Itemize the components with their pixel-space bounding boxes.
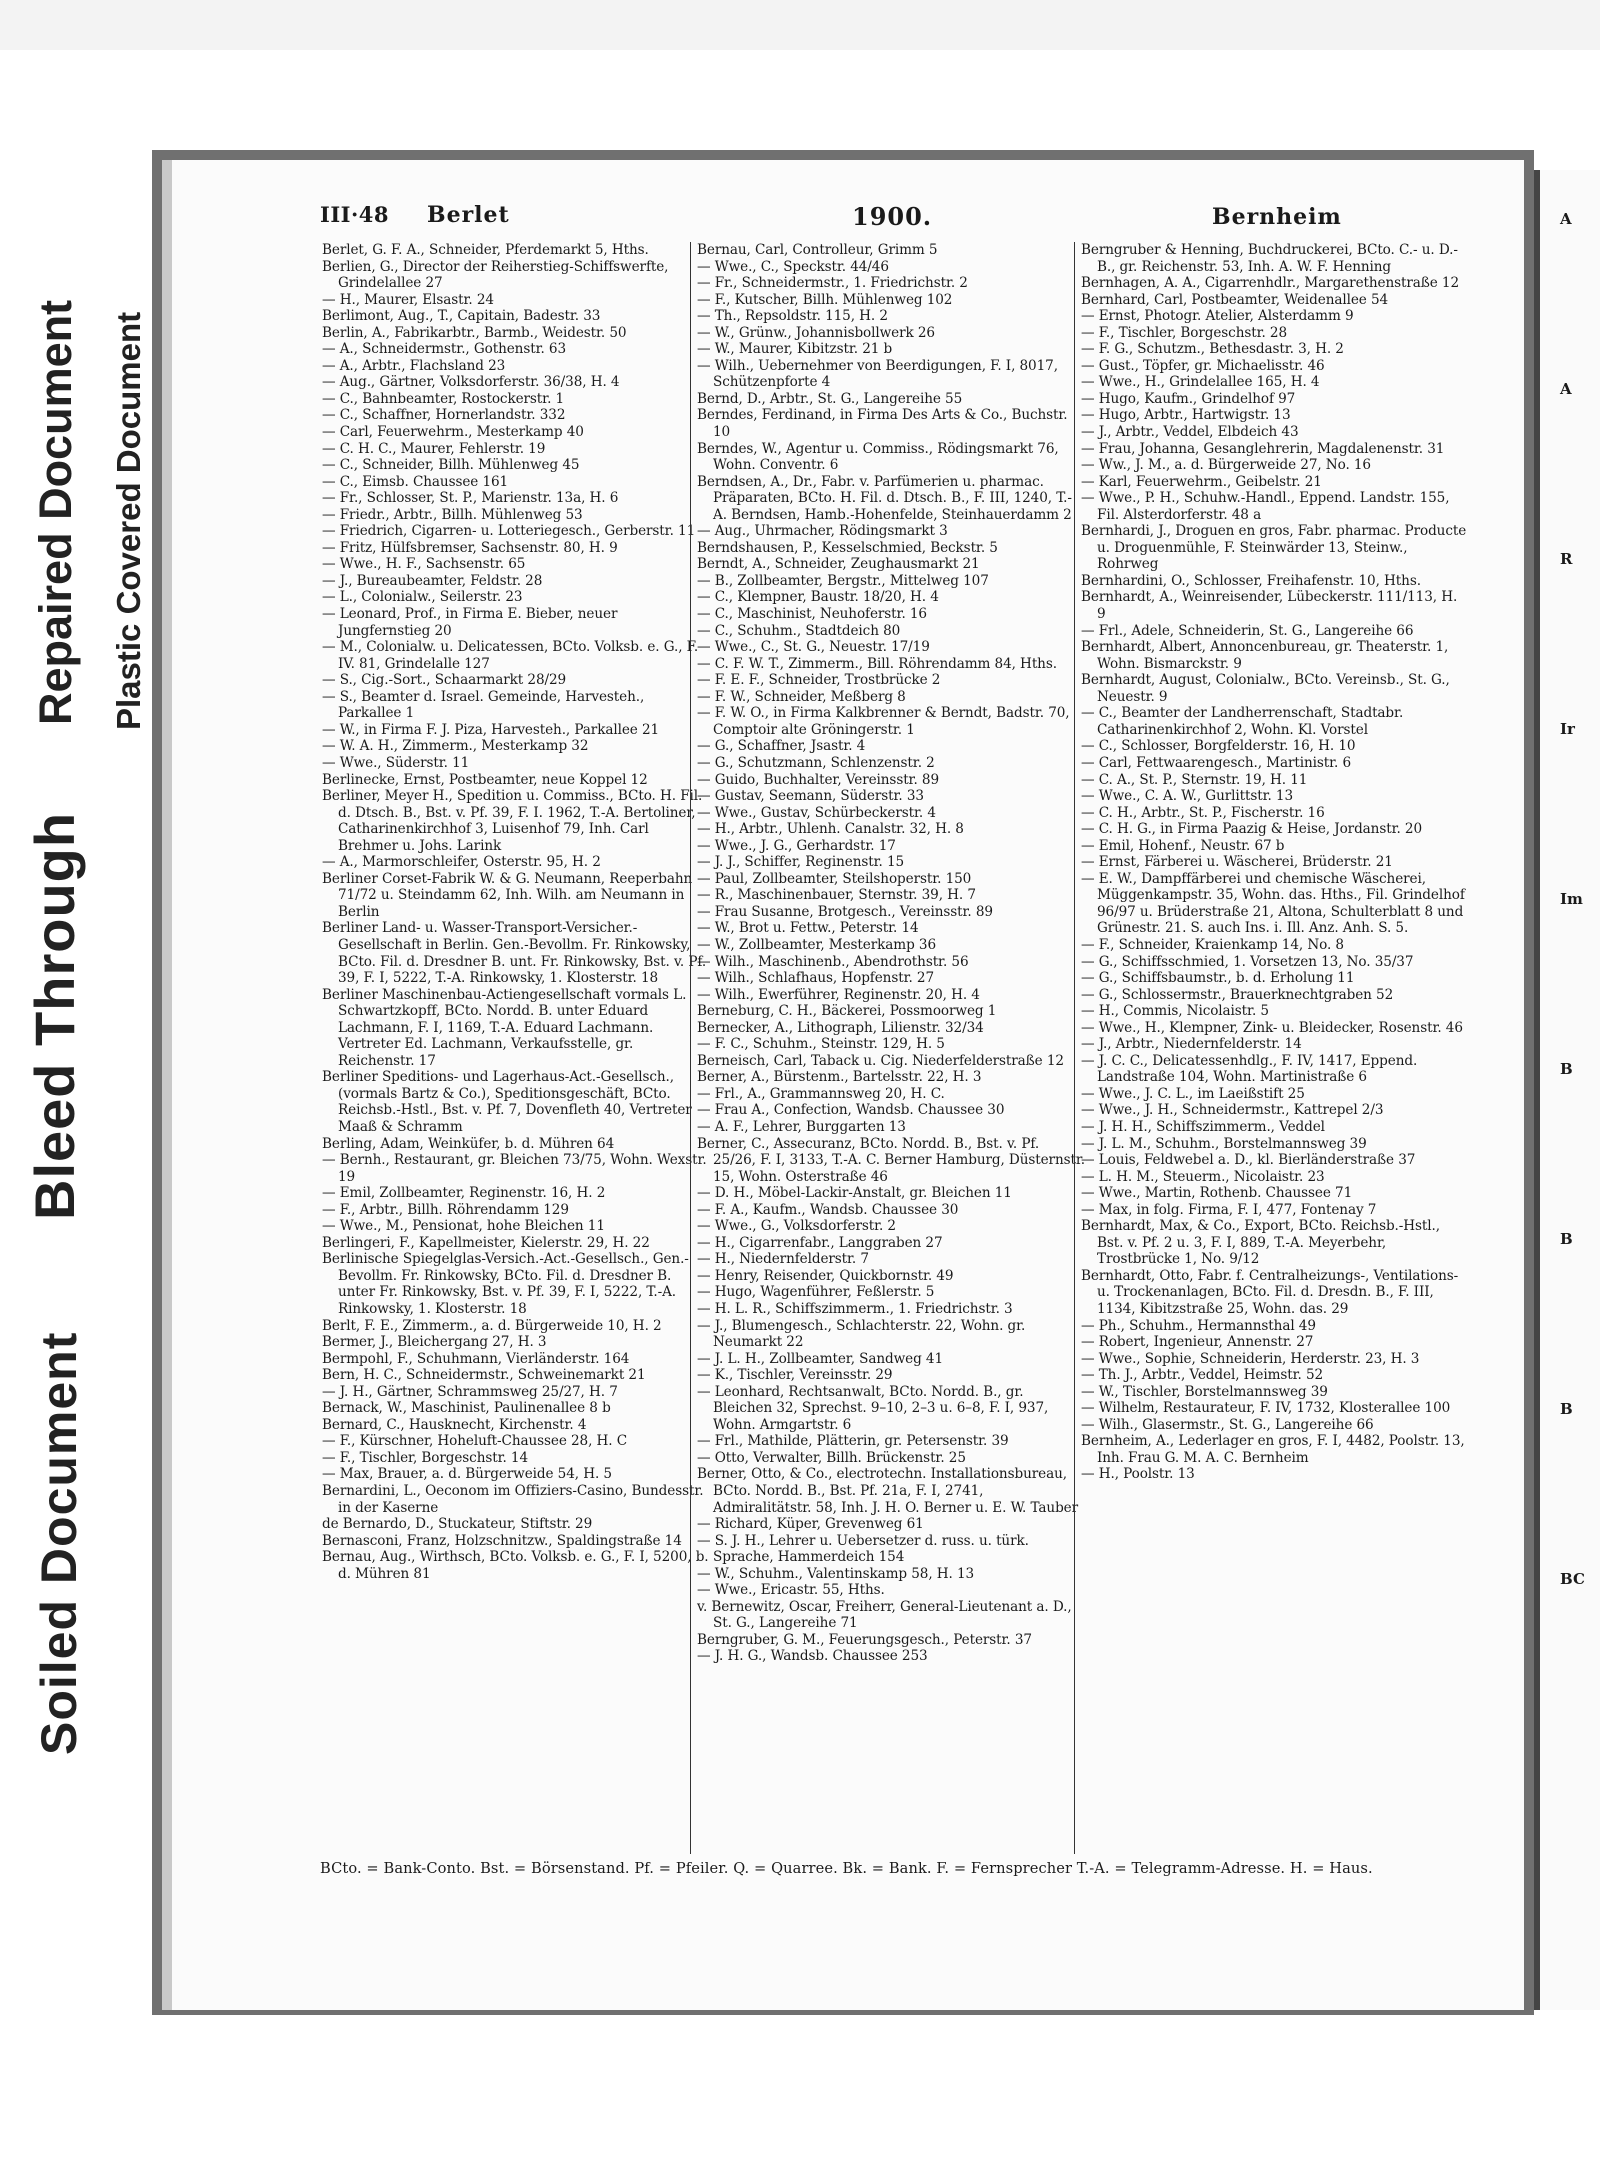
directory-entry: — J. H. H., Schiffszimmerm., Veddel xyxy=(1081,1118,1325,1135)
directory-entry: — Carl, Feuerwehrm., Mesterkamp 40 xyxy=(322,424,584,441)
adjacent-page-fragment: R xyxy=(1560,550,1573,568)
directory-entry: Bernardini, L., Oeconom im Offiziers-Casino, Bundesstr. in der Kaserne xyxy=(322,1483,704,1516)
directory-entry: Bernhardt, A., Weinreisender, Lübeckerstr. 111/113, H. 9 xyxy=(1081,589,1458,623)
adjacent-page-fragment: Ir xyxy=(1560,720,1575,738)
directory-entry: — H., Commis, Nicolaistr. 5 xyxy=(1081,1003,1269,1020)
directory-column-2 xyxy=(690,242,1085,1854)
directory-entry: — Henry, Reisender, Quickbornstr. 49 xyxy=(697,1267,954,1284)
directory-entry: — Wwe., P. H., Schuhw.-Handl., Eppend. Landstr. 155, Fil. Alsterdorferstr. 48 a xyxy=(1081,490,1450,523)
directory-entry: — F. C., Schuhm., Steinstr. 129, H. 5 xyxy=(697,1036,945,1053)
directory-entry: — F. E. F., Schneider, Trostbrücke 2 xyxy=(697,672,941,689)
directory-entry: — Gust., Töpfer, gr. Michaelisstr. 46 xyxy=(1081,357,1325,374)
directory-entry: — W., Tischler, Borstelmannsweg 39 xyxy=(1081,1383,1328,1400)
directory-entry: — Wilh., Uebernehmer von Beerdigungen, F. I, 8017, Schützenpforte 4 xyxy=(697,357,1058,391)
directory-entry: Berndes, W., Agentur u. Commiss., Rödingsmarkt 76, Wohn. Conventr. 6 xyxy=(697,440,1059,474)
directory-entry: — Wwe., H., Grindelallee 165, H. 4 xyxy=(1081,374,1320,391)
directory-entry: — C. A., St. P., Sternstr. 19, H. 11 xyxy=(1081,771,1308,788)
directory-entry: — W., Maurer, Kibitzstr. 21 b xyxy=(697,341,893,358)
directory-entry: — Wwe., H. F., Sachsenstr. 65 xyxy=(322,556,526,573)
directory-entry: — Robert, Ingenieur, Annenstr. 27 xyxy=(1081,1334,1314,1351)
page-year: 1900. xyxy=(852,202,933,231)
label-plastic-covered: Plastic Covered Document xyxy=(110,311,147,730)
directory-entry: — Wwe., C., Speckstr. 44/46 xyxy=(697,258,889,275)
directory-entry: — Wilh., Schlafhaus, Hopfenstr. 27 xyxy=(697,970,935,987)
directory-entry: Bern, H. C., Schneidermstr., Schweinemarkt 21 xyxy=(322,1367,646,1384)
directory-entry: — G., Schiffsschmied, 1. Vorsetzen 13, No. 35/37 xyxy=(1081,953,1414,970)
directory-entry: — F., Tischler, Borgeschstr. 14 xyxy=(322,1449,529,1466)
directory-entry: — F. W., Schneider, Meßberg 8 xyxy=(697,688,906,705)
directory-entry: — C., Schlosser, Borgfelderstr. 16, H. 10 xyxy=(1081,738,1356,755)
directory-entry: — C., Schaffner, Hornerlandstr. 332 xyxy=(322,407,566,424)
directory-entry: — Ernst, Färberei u. Wäscherei, Brüderstr. 21 xyxy=(1081,854,1393,871)
directory-entry: — C., Maschinist, Neuhoferstr. 16 xyxy=(697,606,927,623)
directory-entry: — C., Bahnbeamter, Rostockerstr. 1 xyxy=(322,390,565,407)
directory-entry: Bernhard, Carl, Postbeamter, Weidenallee 54 xyxy=(1081,291,1389,308)
directory-entry: Berlin, A., Fabrikarbtr., Barmb., Weidestr. 50 xyxy=(322,324,627,341)
directory-entry: — Carl, Fettwaarengesch., Martinistr. 6 xyxy=(1081,754,1352,771)
directory-entry: — H., Cigarrenfabr., Langgraben 27 xyxy=(697,1234,943,1251)
directory-entry: — Wilh., Ewerführer, Reginenstr. 20, H. 4 xyxy=(697,986,980,1003)
directory-entry: — Th. J., Arbtr., Veddel, Heimstr. 52 xyxy=(1081,1367,1324,1384)
page-number: III·48 xyxy=(320,202,390,227)
directory-entry: — W., Brot u. Fettw., Peterstr. 14 xyxy=(697,920,919,937)
adjacent-page-fragment: BC xyxy=(1560,1570,1585,1588)
directory-entry: — Wwe., Gustav, Schürbeckerstr. 4 xyxy=(697,804,936,821)
directory-entry: — J. C. C., Delicatessenhdlg., F. IV, 1417, Eppend. Landstraße 104, Wohn. Martinistraße 6 xyxy=(1081,1052,1418,1086)
directory-entry: — C., Klempner, Baustr. 18/20, H. 4 xyxy=(697,589,939,606)
directory-entry: — F., Tischler, Borgeschstr. 28 xyxy=(1081,324,1288,341)
directory-entry: Bernhardt, August, Colonialw., BCto. Vereinsb., St. G., Neuestr. 9 xyxy=(1081,672,1450,705)
directory-entry: — C. H. C., Maurer, Fehlerstr. 19 xyxy=(322,440,546,457)
directory-entry: Berner, Otto, & Co., electrotechn. Installationsbureau, BCto. Nordd. B., Bst. Pf. 21a, F. I, 2741, Admiralitätstr. 58, Inh. J. H. O. Berner u. E. W. Tauber xyxy=(697,1466,1079,1516)
directory-column-3 xyxy=(1074,242,1469,1854)
directory-entry: Bernack, W., Maschinist, Paulinenallee 8 b xyxy=(322,1400,611,1417)
directory-entry: — B., Zollbeamter, Bergstr., Mittelweg 107 xyxy=(697,572,989,589)
directory-entry: Berndes, Ferdinand, in Firma Des Arts & Co., Buchstr. 10 xyxy=(697,407,1068,441)
directory-column-1 xyxy=(322,242,710,1854)
directory-entry: — Wwe., Sophie, Schneiderin, Herderstr. 23, H. 3 xyxy=(1081,1350,1420,1367)
directory-entry: Bermpohl, F., Schuhmann, Vierländerstr. 164 xyxy=(322,1350,630,1367)
directory-entry: — H., Poolstr. 13 xyxy=(1081,1466,1195,1483)
adjacent-page-edge xyxy=(1534,170,1600,2010)
degradation-labels xyxy=(0,50,170,1930)
directory-entry: — Louis, Feldwebel a. D., kl. Bierländerstraße 37 xyxy=(1081,1152,1416,1169)
directory-entry: — G., Schutzmann, Schlenzenstr. 2 xyxy=(697,754,935,771)
directory-entry: Berngruber & Henning, Buchdruckerei, BCto. C.- u. D.-B., gr. Reichenstr. 53, Inh. A. W. F. Henning xyxy=(1081,242,1458,275)
directory-entry: — C. H. G., in Firma Paazig & Heise, Jordanstr. 20 xyxy=(1081,821,1423,838)
abbreviation-legend: BCto. = Bank-Conto. Bst. = Börsenstand. Pf. = Pfeiler. Q. = Quarree. Bk. = Bank. F. = Fernsprecher T.-A. = Telegramm-Adresse. H. = Haus. xyxy=(320,1860,1373,1877)
adjacent-page-fragment: Im xyxy=(1560,890,1583,908)
directory-entry: Bernard, C., Hausknecht, Kirchenstr. 4 xyxy=(322,1416,587,1433)
directory-entry: Berlimont, Aug., T., Capitain, Badestr. 33 xyxy=(322,308,601,325)
adjacent-page-fragment: B xyxy=(1560,1400,1573,1418)
directory-entry: — Hugo, Kaufm., Grindelhof 97 xyxy=(1081,390,1296,407)
directory-entry: — L. H. M., Steuerm., Nicolaistr. 23 xyxy=(1081,1168,1325,1185)
directory-entry: Berneburg, C. H., Bäckerei, Possmoorweg 1 xyxy=(697,1003,997,1020)
directory-entry: — G., Schiffsbaumstr., b. d. Erholung 11 xyxy=(1081,970,1355,987)
page-title-left: Berlet xyxy=(427,202,510,228)
directory-entry: — Wwe., J. H., Schneidermstr., Kattrepel 2/3 xyxy=(1081,1102,1384,1119)
directory-entry: — J., Arbtr., Veddel, Elbdeich 43 xyxy=(1081,424,1299,441)
directory-entry: — A., Arbtr., Flachsland 23 xyxy=(322,357,506,374)
directory-entry: — C. F. W. T., Zimmerm., Bill. Röhrendamm 84, Hths. xyxy=(697,655,1057,672)
directory-entry: — Wwe., Süderstr. 11 xyxy=(322,754,470,771)
adjacent-page-fragment: B xyxy=(1560,1060,1573,1078)
directory-entry: Berndt, A., Schneider, Zeughausmarkt 21 xyxy=(697,556,980,573)
directory-entry: — F. W. O., in Firma Kalkbrenner & Berndt, Badstr. 70, Comptoir alte Gröningerstr. 1 xyxy=(697,705,1070,738)
directory-entry: Bernheim, A., Lederlager en gros, F. I, 4482, Poolstr. 13, Inh. Frau G. M. A. C. Bernheim xyxy=(1081,1433,1465,1466)
directory-entry: — Aug., Uhrmacher, Rödingsmarkt 3 xyxy=(697,523,948,540)
directory-entry: — Leonhard, Rechtsanwalt, BCto. Nordd. B., gr. Bleichen 32, Sprechst. 9–10, 2–3 u. 6–8, F. I, 937, Wohn. Armgartstr. 6 xyxy=(697,1383,1049,1433)
directory-entry: — C., Schuhm., Stadtdeich 80 xyxy=(697,622,901,639)
directory-entry: Berliner Land- u. Wasser-Transport-Versicher.-Gesellschaft in Berlin. Gen.-Bevollm. Fr. Rinkowsky, BCto. Fil. d. Dresdner B. unt. Fr. Rinkowsky, Bst. v. Pf. 39, F. I, 5222, T.-A. Rinkowsky, 1. Klosterstr. 18 xyxy=(322,920,707,987)
directory-entry: — A. F., Lehrer, Burggarten 13 xyxy=(697,1118,906,1135)
directory-entry: — Hugo, Wagenführer, Feßlerstr. 5 xyxy=(697,1284,935,1301)
scan-top-margin xyxy=(0,0,1600,50)
directory-entry: — H., Niedernfelderstr. 7 xyxy=(697,1251,869,1268)
directory-entry: — Frl., A., Grammannsweg 20, H. C. xyxy=(697,1085,945,1102)
directory-entry: Bernhardt, Otto, Fabr. f. Centralheizungs-, Ventilations- u. Trockenanlagen, BCto. Fil. d. Dresdn. B., F. III, 1134, Kibitzstraße 25, Wohn. das. 29 xyxy=(1081,1267,1459,1317)
directory-entry: Berlien, G., Director der Reiherstieg-Schiffswerfte, Grindelallee 27 xyxy=(322,258,669,292)
directory-entry: Bernasconi, Franz, Holzschnitzw., Spaldingstraße 14 xyxy=(322,1532,682,1549)
directory-entry: — F., Kürschner, Hoheluft-Chaussee 28, H. C xyxy=(322,1433,628,1450)
directory-entry: — G., Schlossermstr., Brauerknechtgraben 52 xyxy=(1081,986,1394,1003)
directory-entry: — Wwe., J. G., Gerhardstr. 17 xyxy=(697,837,896,854)
directory-entry: — C., Eimsb. Chaussee 161 xyxy=(322,473,509,490)
directory-entry: — Th., Repsoldstr. 115, H. 2 xyxy=(697,308,888,325)
directory-entry: — Wwe., Ericastr. 55, Hths. xyxy=(697,1582,885,1599)
directory-entry: — Frau, Johanna, Gesanglehrerin, Magdalenenstr. 31 xyxy=(1081,440,1445,457)
directory-entry: — Wwe., G., Volksdorferstr. 2 xyxy=(697,1218,896,1235)
directory-entry: — Wwe., C. A. W., Gurlittstr. 13 xyxy=(1081,788,1294,805)
directory-entry: Bernhagen, A. A., Cigarrenhdlr., Margarethenstraße 12 xyxy=(1081,275,1460,292)
directory-entry: — A., Marmorschleifer, Osterstr. 95, H. 2 xyxy=(322,854,601,871)
directory-entry: — Max, Brauer, a. d. Bürgerweide 54, H. 5 xyxy=(322,1466,612,1483)
directory-entry: — Karl, Feuerwehrm., Geibelstr. 21 xyxy=(1081,473,1322,490)
directory-entry: Bernhardi, J., Droguen en gros, Fabr. pharmac. Producte u. Droguenmühle, F. Steinwärder 13, Steinw., Rohrweg xyxy=(1081,523,1467,573)
directory-entry: — W., Schuhm., Valentinskamp 58, H. 13 xyxy=(697,1565,975,1582)
adjacent-page-fragment: B xyxy=(1560,1230,1573,1248)
directory-entry: Bernhardini, O., Schlosser, Freihafenstr. 10, Hths. xyxy=(1081,572,1421,589)
directory-entry: — Frau Susanne, Brotgesch., Vereinsstr. 89 xyxy=(697,903,993,920)
directory-entry: — S., Cig.-Sort., Schaarmarkt 28/29 xyxy=(322,672,567,689)
directory-entry: — Emil, Zollbeamter, Reginenstr. 16, H. 2 xyxy=(322,1185,606,1202)
directory-entry: Berlinische Spiegelglas-Versich.-Act.-Gesellsch., Gen.-Bevollm. Fr. Rinkowsky, BCto. Fil. d. Dresdner B. unter Fr. Rinkowsky, Bst. v. Pf. 39, F. I, 5222, T.-A. Rinkowsky, 1. Klosterstr. 18 xyxy=(322,1251,689,1317)
directory-entry: — Frau A., Confection, Wandsb. Chaussee 30 xyxy=(697,1102,1005,1119)
directory-entry: — Ww., J. M., a. d. Bürgerweide 27, No. 16 xyxy=(1081,457,1371,474)
directory-entry: — Wilhelm, Restaurateur, F. IV, 1732, Klosterallee 100 xyxy=(1081,1400,1451,1417)
directory-entry: — W., Zollbeamter, Mesterkamp 36 xyxy=(697,936,936,953)
directory-entry: — F., Schneider, Kraienkamp 14, No. 8 xyxy=(1081,936,1344,953)
scan-bottom-margin xyxy=(0,2015,1600,2177)
directory-entry: Berliner Maschinenbau-Actiengesellschaft vormals L. Schwartzkopff, BCto. Nordd. B. unter Eduard Lachmann, F. I, 1169, T.-A. Eduard Lachmann. Vertreter Ed. Lachmann, Verkaufsstelle, gr. Reichenstr. 17 xyxy=(322,986,687,1069)
directory-entry: — Wwe., M., Pensionat, hohe Bleichen 11 xyxy=(322,1218,605,1235)
directory-entry: Berner, A., Bürstenm., Bartelsstr. 22, H. 3 xyxy=(697,1069,982,1086)
directory-entry: — Frl., Adele, Schneiderin, St. G., Langereihe 66 xyxy=(1081,622,1414,639)
directory-entry: Berner, C., Assecuranz, BCto. Nordd. B., Bst. v. Pf. 25/26, F. I, 3133, T.-A. C. Berner Hamburg, Düsternstr. 15, Wohn. Osterstraße 46 xyxy=(697,1135,1085,1185)
directory-entry: — J. H. G., Wandsb. Chaussee 253 xyxy=(697,1648,928,1665)
directory-entry: Berlinecke, Ernst, Postbeamter, neue Koppel 12 xyxy=(322,771,648,788)
directory-entry: Berndshausen, P., Kesselschmied, Beckstr. 5 xyxy=(697,539,998,556)
directory-entry: — Ernst, Photogr. Atelier, Alsterdamm 9 xyxy=(1081,308,1354,325)
directory-entry: — W., in Firma F. J. Piza, Harvesteh., Parkallee 21 xyxy=(322,721,660,738)
directory-entry: Berliner Corset-Fabrik W. & G. Neumann, Reeperbahn 71/72 u. Steindamm 62, Inh. Wilh. am Neumann in Berlin xyxy=(322,870,693,920)
directory-entry: Berneisch, Carl, Taback u. Cig. Niederfelderstraße 12 xyxy=(697,1052,1064,1069)
directory-entry: — Max, in folg. Firma, F. I, 477, Fontenay 7 xyxy=(1081,1201,1377,1218)
directory-entry: — K., Tischler, Vereinsstr. 29 xyxy=(697,1367,893,1384)
directory-entry: — Richard, Küper, Grevenweg 61 xyxy=(697,1516,924,1533)
directory-entry: — A., Schneidermstr., Gothenstr. 63 xyxy=(322,341,567,358)
directory-entry: — Leonard, Prof., in Firma E. Bieber, neuer Jungfernstieg 20 xyxy=(322,606,618,639)
label-repaired-document: Repaired Document xyxy=(30,299,81,725)
adjacent-page-fragment: A xyxy=(1560,210,1572,228)
directory-entry: — Ph., Schuhm., Hermannsthal 49 xyxy=(1081,1317,1316,1334)
directory-entry: — Paul, Zollbeamter, Steilshoperstr. 150 xyxy=(697,870,972,887)
directory-entry: Bernd, D., Arbtr., St. G., Langereihe 55 xyxy=(697,390,963,407)
directory-entry: — Wilh., Maschinenb., Abendrothstr. 56 xyxy=(697,953,969,970)
directory-entry: — Hugo, Arbtr., Hartwigstr. 13 xyxy=(1081,407,1291,424)
directory-entry: — J., Arbtr., Niedernfelderstr. 14 xyxy=(1081,1036,1302,1053)
directory-entry: — H., Arbtr., Uhlenh. Canalstr. 32, H. 8 xyxy=(697,821,964,838)
directory-entry: — J., Bureaubeamter, Feldstr. 28 xyxy=(322,572,543,589)
directory-entry: — J., Blumengesch., Schlachterstr. 22, Wohn. gr. Neumarkt 22 xyxy=(697,1317,1026,1351)
directory-entry: — Wwe., C., St. G., Neuestr. 17/19 xyxy=(697,639,930,656)
directory-entry: — Emil, Hohenf., Neustr. 67 b xyxy=(1081,837,1285,854)
directory-entry: — C. H., Arbtr., St. P., Fischerstr. 16 xyxy=(1081,804,1325,821)
directory-entry: — H. L. R., Schiffszimmerm., 1. Friedrichstr. 3 xyxy=(697,1301,1013,1317)
directory-entry: Berliner Speditions- und Lagerhaus-Act.-Gesellsch., (vormals Bartz & Co.), Speditionsgeschäft, BCto. Reichsb.-Hstl., Bst. v. Pf. 7, Dovenfleth 40, Vertreter Maaß & Schramm xyxy=(322,1069,692,1135)
label-soiled-document: Soiled Document xyxy=(31,1331,87,1755)
directory-entry: — S., Beamter d. Israel. Gemeinde, Harvesteh., Parkallee 1 xyxy=(322,688,645,722)
directory-entry: Berlet, G. F. A., Schneider, Pferdemarkt 5, Hths. xyxy=(322,242,649,258)
directory-entry: — W. A. H., Zimmerm., Mesterkamp 32 xyxy=(322,738,589,755)
directory-entry: — E. W., Dampffärberei und chemische Wäscherei, Müggenkampstr. 35, Wohn. das. Hths., Fil. Grindelhof 96/97 u. Brüderstraße 21, Altona, Schulterblatt 8 und Grünestr. 21. S. auch Ins. i. Ill. Anz. Anh. S. 5. xyxy=(1081,870,1465,937)
directory-entry: Berlt, F. E., Zimmerm., a. d. Bürgerweide 10, H. 2 xyxy=(322,1317,662,1334)
directory-entry: — F., Arbtr., Billh. Röhrendamm 129 xyxy=(322,1201,569,1218)
directory-entry: — J. H., Gärtner, Schrammsweg 25/27, H. 7 xyxy=(322,1383,618,1400)
directory-entry: v. Bernewitz, Oscar, Freiherr, General-Lieutenant a. D., St. G., Langereihe 71 xyxy=(697,1598,1072,1632)
directory-entry: — Fr., Schlosser, St. P., Marienstr. 13a, H. 6 xyxy=(322,490,619,507)
directory-entry: — Otto, Verwalter, Billh. Brückenstr. 25 xyxy=(697,1449,966,1466)
directory-entry: — Wwe., Martin, Rothenb. Chaussee 71 xyxy=(1081,1185,1353,1202)
directory-entry: — F., Kutscher, Billh. Mühlenweg 102 xyxy=(697,291,953,308)
directory-entry: — Wilh., Glasermstr., St. G., Langereihe 66 xyxy=(1081,1416,1374,1433)
directory-entry: — D. H., Möbel-Lackir-Anstalt, gr. Bleichen 11 xyxy=(697,1185,1012,1202)
directory-entry: — F. A., Kaufm., Wandsb. Chaussee 30 xyxy=(697,1201,959,1218)
directory-entry: — Bernh., Restaurant, gr. Bleichen 73/75, Wohn. Wexstr. 19 xyxy=(322,1152,707,1185)
directory-entry: — L., Colonialw., Seilerstr. 23 xyxy=(322,589,523,606)
directory-entry: Berndsen, A., Dr., Fabr. v. Parfümerien u. pharmac. Präparaten, BCto. H. Fil. d. Dtsch. B., F. III, 1240, T.-A. Berndsen, Hamb.-Hohenfelde, Steinhauerdamm 2 xyxy=(697,473,1072,523)
directory-entry: Berngruber, G. M., Feuerungsgesch., Peterstr. 37 xyxy=(697,1631,1032,1648)
directory-page xyxy=(162,160,1524,2010)
directory-entry: — Friedrich, Cigarren- u. Lotteriegesch., Gerberstr. 11 xyxy=(322,523,696,540)
page-title-right: Bernheim xyxy=(1212,204,1342,230)
directory-entry: — Frl., Mathilde, Plätterin, gr. Petersenstr. 39 xyxy=(697,1433,1009,1450)
directory-entry: — W., Grünw., Johannisbollwerk 26 xyxy=(697,324,935,341)
directory-entry: Berlingeri, F., Kapellmeister, Kielerstr. 29, H. 22 xyxy=(322,1234,650,1251)
directory-entry: — Fritz, Hülfsbremser, Sachsenstr. 80, H. 9 xyxy=(322,539,618,556)
directory-entry: — J. L. H., Zollbeamter, Sandweg 41 xyxy=(697,1350,944,1367)
directory-entry: — Aug., Gärtner, Volksdorferstr. 36/38, H. 4 xyxy=(322,374,620,391)
directory-entry: Bernau, Aug., Wirthsch, BCto. Volksb. e. G., F. I, 5200, b. d. Mühren 81 xyxy=(322,1549,709,1582)
directory-entry: Bermer, J., Bleichergang 27, H. 3 xyxy=(322,1334,547,1351)
directory-entry: — Wwe., J. C. L., im Laeißstift 25 xyxy=(1081,1085,1305,1102)
directory-entry: — Fr., Schneidermstr., 1. Friedrichstr. 2 xyxy=(697,275,968,292)
label-bleed-through: Bleed Through xyxy=(23,811,86,1220)
directory-entry: — H., Maurer, Elsastr. 24 xyxy=(322,291,494,308)
directory-entry: — Wwe., H., Klempner, Zink- u. Bleidecker, Rosenstr. 46 xyxy=(1081,1019,1463,1036)
directory-entry: Bernhardt, Max, & Co., Export, BCto. Reichsb.-Hstl., Bst. v. Pf. 2 u. 3, F. I, 889, T.-A. Meyerbehr, Trostbrücke 1, No. 9/12 xyxy=(1081,1218,1440,1268)
directory-entry: Berliner, Meyer H., Spedition u. Commiss., BCto. H. Fil. d. Dtsch. B., Bst. v. Pf. 39, F. I. 1962, T.-A. Bertoliner, Catharinenkirchhof 3, Luisenhof 79, Inh. Carl Brehmer u. Johs. Larink xyxy=(322,788,703,854)
directory-entry: Bernecker, A., Lithograph, Lilienstr. 32/34 xyxy=(697,1019,984,1036)
directory-entry: — F. G., Schutzm., Bethesdastr. 3, H. 2 xyxy=(1081,341,1344,358)
directory-entry: — C., Beamter der Landherrenschaft, Stadtabr. Catharinenkirchhof 2, Wohn. Kl. Vorstel xyxy=(1081,705,1404,738)
directory-entry: Bernhardt, Albert, Annoncenbureau, gr. Theaterstr. 1, Wohn. Bismarckstr. 9 xyxy=(1081,639,1449,672)
directory-entry: — G., Schaffner, Jsastr. 4 xyxy=(697,738,866,755)
directory-entry: — Gustav, Seemann, Süderstr. 33 xyxy=(697,788,924,805)
directory-entry: — Friedr., Arbtr., Billh. Mühlenweg 53 xyxy=(322,506,583,523)
directory-entry: — J. L. M., Schuhm., Borstelmannsweg 39 xyxy=(1081,1135,1367,1152)
directory-entry: de Bernardo, D., Stuckateur, Stiftstr. 29 xyxy=(322,1516,593,1533)
directory-entry: — R., Maschinenbauer, Sternstr. 39, H. 7 xyxy=(697,887,976,904)
directory-entry: — M., Colonialw. u. Delicatessen, BCto. Volksb. e. G., F. IV. 81, Grindelalle 127 xyxy=(322,639,699,672)
directory-entry: — Guido, Buchhalter, Vereinsstr. 89 xyxy=(697,771,939,788)
directory-entry: — J. J., Schiffer, Reginenstr. 15 xyxy=(697,854,905,871)
adjacent-page-fragment: A xyxy=(1560,380,1572,398)
directory-entry: Bernau, Carl, Controlleur, Grimm 5 xyxy=(697,242,938,258)
directory-entry: Berling, Adam, Weinküfer, b. d. Mühren 64 xyxy=(322,1135,615,1152)
directory-entry: — C., Schneider, Billh. Mühlenweg 45 xyxy=(322,457,580,474)
directory-entry: — S. J. H., Lehrer u. Uebersetzer d. russ. u. türk. Sprache, Hammerdeich 154 xyxy=(697,1532,1029,1566)
